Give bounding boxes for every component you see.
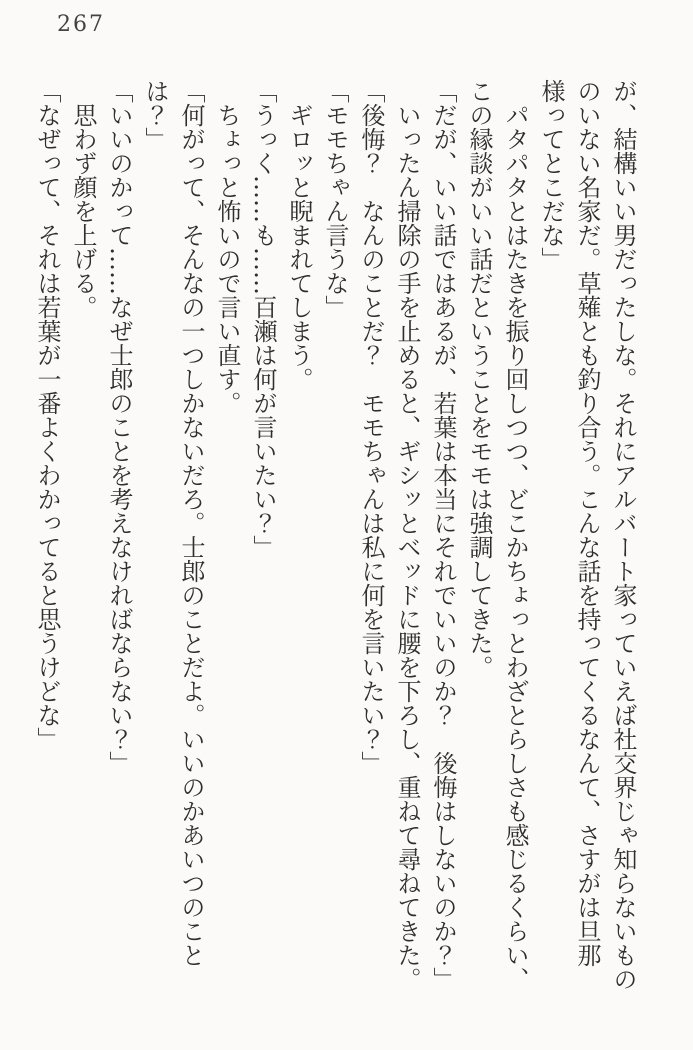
paragraph: 「モモちゃん言うな」 — [321, 79, 349, 319]
paragraph: 「いいのかって……なぜ士郎のことを考えなければならない？」 — [105, 79, 133, 775]
paragraph: 「何がって、そんなの一つしかないだろ。士郎のことだよ。いいのかあいつのことは？」 — [141, 79, 205, 967]
page-number: 267 — [57, 12, 105, 37]
paragraph: ギロッと睨まれてしまう。 — [285, 103, 313, 391]
paragraph: いったん掃除の手を止めると、ギシッとベッドに腰を下ろし、重ねて尋ねてきた。 — [393, 103, 421, 991]
paragraph: 「後悔？ なんのことだ？ モモちゃんは私に何を言いたい？」 — [357, 79, 385, 775]
text-block — [29, 79, 641, 995]
paragraph: 「うっく……も……百瀬は何が言いたい？」 — [249, 79, 277, 559]
paragraph: パタパタとはたきを振り回しつつ、どこかちょっとわざとらしさも感じるくらい、この縁談がいい話だということをモモは強調してきた。 — [465, 79, 529, 991]
paragraph: 「なぜって、それは若葉が一番よくわかってると思うけどな」 — [33, 79, 61, 751]
paragraph: 思わず顔を上げる。 — [69, 103, 97, 319]
paragraph: 「だが、いい話ではあるが、若葉は本当にそれでいいのか？ 後悔はしないのか？」 — [429, 79, 457, 991]
paragraph: ちょっと怖いので言い直す。 — [213, 103, 241, 415]
paragraph: が、結構いい男だったしな。それにアルバート家っていえば社交界じゃ知らないもののいない名家だ。草薙とも釣り合う。こんな話を持ってくるなんて、さすがは旦那様ってとこだな」 — [537, 79, 637, 991]
